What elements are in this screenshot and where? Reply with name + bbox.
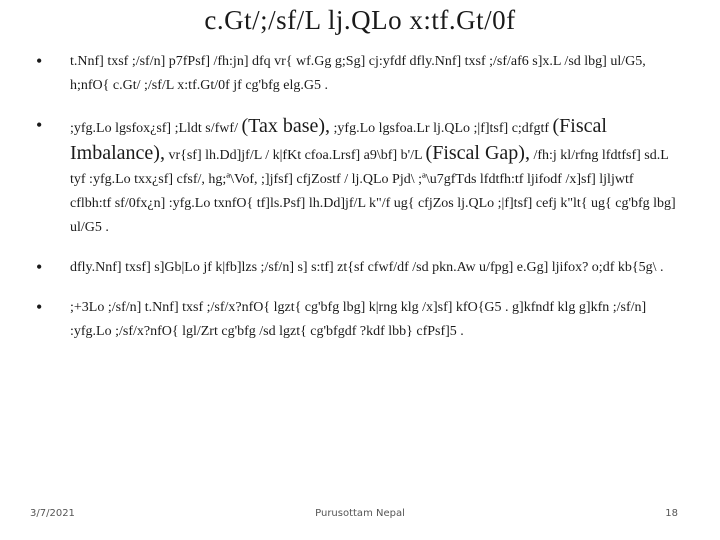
term-fiscal-gap: (Fiscal Gap), <box>425 142 530 164</box>
bullet-text: vr{sf] lh.Dd]jf/L / k|fKt cfoa.Lrsf] a9\bf] b'/L <box>164 148 426 163</box>
term-tax-base: (Tax base), <box>241 115 331 137</box>
footer-author: Purusottam Nepal <box>315 508 405 519</box>
bullet-text: ;yfg.Lo lgsfoa.Lr lj.QLo ;|f]tsf] c;dfgtf <box>330 121 553 136</box>
footer-date: 3/7/2021 <box>30 508 75 519</box>
bullet-list <box>38 50 678 356</box>
bullet-item-2 <box>38 114 678 240</box>
bullet-text: ;+3Lo ;/sf/n] t.Nnf] txsf ;/sf/x?nfO{ lgzt{ cg'bfg lbg] k|rng klg /x]sf] kfO{G5 . g]kfndf klg g]kfn ;/sf/n] :yfg.Lo ;/sf/x?nfO{ lgl/Zrt cg'bfg /sd lgzt{ cg'bfgdf ?kdf lbb} cfPsf]5 . <box>70 300 647 339</box>
page-number: 18 <box>665 508 678 519</box>
slide-title: c.Gt/;/sf/L lj.QLo x:tf.Gt/0f <box>204 5 516 35</box>
bullet-text: dfly.Nnf] txsf] s]Gb|Lo jf k|fb]lzs ;/sf/n] s] s:tf] zt{sf cfwf/df /sd pkn.Aw u/fpg] e.Gg] ljifox? o;df kb{5g\ . <box>70 260 664 275</box>
bullet-item-1 <box>38 50 678 98</box>
term-fiscal-imbalance: (Fiscal Imbalance), <box>70 115 607 164</box>
bullet-text: /fh:j kl/rfng lfdtfsf] sd.L tyf :yfg.Lo txx¿sf] cfsf/, hg;ª\Vof, ;]jfsf] cfjZostf / lj.QLo Pjd\ ;ª\u7gfTds lfdtfh:tf ljifodf /x]sf] ljljwtf cflbh:tf sf/0fx¿n] :yfg.Lo txnfO{ tf]ls.Psf] lh.Dd]jf/L k"/f ug{ cfjZos lj.QLo ;|f]tsf] cefj k"lt{ ug{ cg'bfg lbg] ul/G5 . <box>70 148 676 235</box>
bullet-text: t.Nnf] txsf ;/sf/n] p7fPsf] /fh:jn] dfq vr{ wf.Gg g;Sg] cj:yfdf dfly.Nnf] txsf ;/sf/af6 s]x.L /sd lbg] ul/G5, h;nfO{ c.Gt/ ;/sf/L x:tf.Gt/0f jf cg'bfg elg.G5 . <box>70 54 646 93</box>
bullet-text: ;yfg.Lo lgsfox¿sf] ;Lldt s/fwf/ <box>70 121 242 136</box>
bullet-item-3 <box>38 256 678 280</box>
bullet-item-4 <box>38 296 678 344</box>
